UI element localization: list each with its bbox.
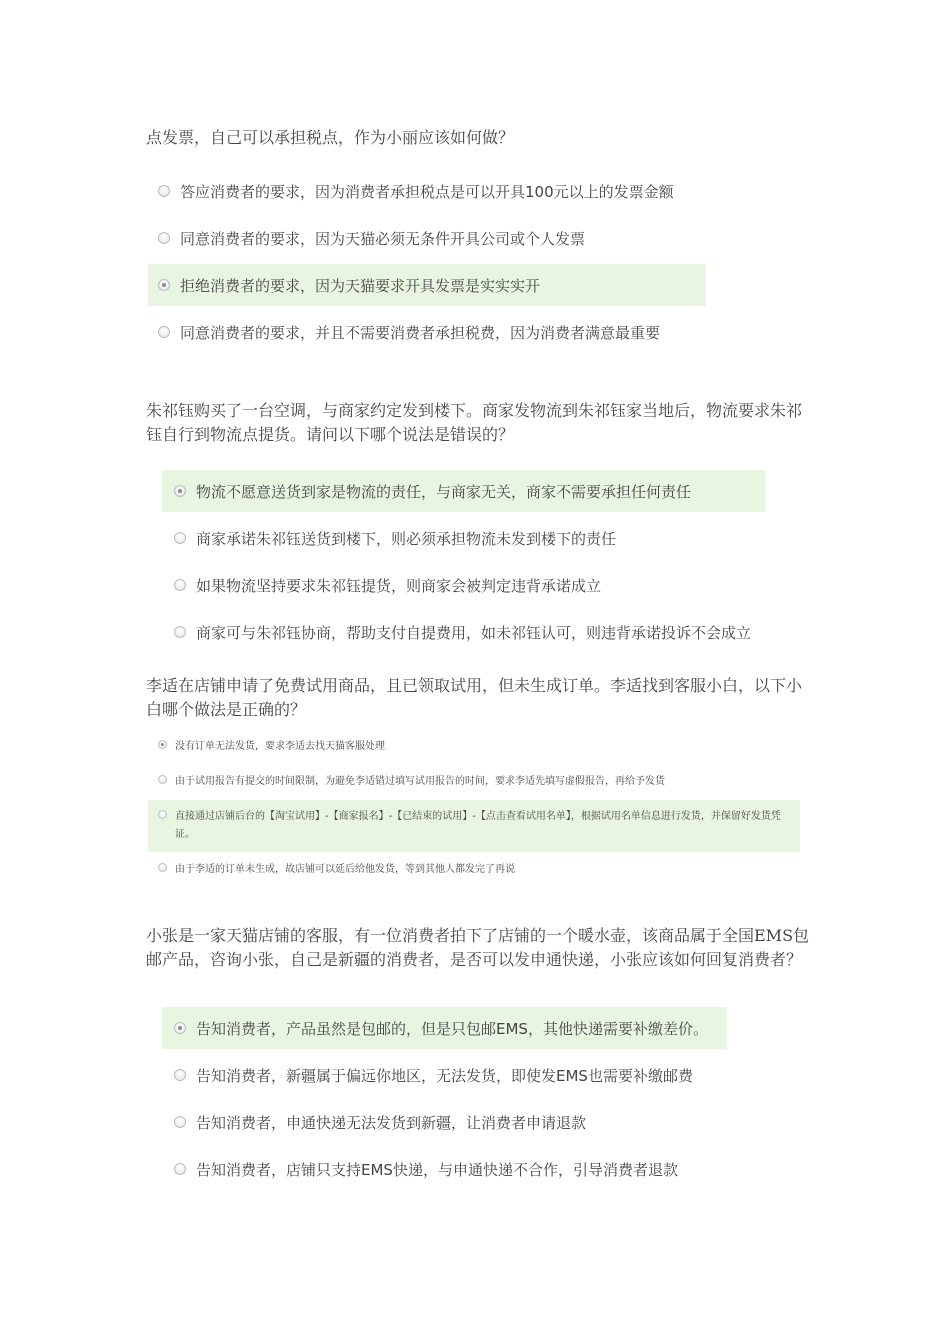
radio-selected-icon[interactable] — [174, 1022, 186, 1034]
question-3-option-3[interactable] — [148, 800, 800, 852]
radio-icon[interactable] — [158, 232, 170, 244]
question-2-option-3[interactable] — [174, 564, 774, 606]
question-2-option-1[interactable] — [162, 470, 765, 512]
radio-icon[interactable] — [158, 810, 167, 819]
radio-icon[interactable] — [174, 626, 186, 638]
option-label: 由于试用报告有提交的时间限制，为避免李适错过填写试用报告的时间，要求李适先填写虚假报告，再给予发货 — [175, 776, 665, 787]
question-3-option-2[interactable] — [158, 773, 798, 791]
radio-icon[interactable] — [158, 185, 170, 197]
radio-icon[interactable] — [158, 740, 167, 749]
option-label: 告知消费者，新疆属于偏远你地区，无法发货，即使发EMS也需要补缴邮费 — [196, 1066, 693, 1085]
radio-icon[interactable] — [174, 1116, 186, 1128]
question-2-option-4[interactable] — [174, 611, 774, 653]
question-1-option-1[interactable] — [158, 170, 718, 212]
radio-selected-icon[interactable] — [158, 279, 170, 291]
question-1-option-2[interactable] — [158, 217, 718, 259]
option-label: 如果物流坚持要求朱祁钰提货，则商家会被判定违背承诺成立 — [196, 576, 602, 595]
question-3-option-1[interactable] — [158, 738, 798, 756]
option-label: 同意消费者的要求，因为天猫必须无条件开具公司或个人发票 — [180, 229, 586, 248]
question-2-text: 朱祁钰购买了一台空调，与商家约定发到楼下。商家发物流到朱祁钰家当地后，物流要求朱祁钰自行到物流点提货。请问以下哪个说法是错误的？ — [146, 401, 803, 444]
option-label: 商家可与朱祁钰协商，帮助支付自提费用，如未祁钰认可，则违背承诺投诉不会成立 — [196, 623, 752, 642]
option-label: 答应消费者的要求，因为消费者承担税点是可以开具100元以上的发票金额 — [180, 182, 674, 201]
option-label: 物流不愿意送货到家是物流的责任，与商家无关，商家不需要承担任何责任 — [196, 482, 692, 501]
option-label: 商家承诺朱祁钰送货到楼下，则必须承担物流未发到楼下的责任 — [196, 529, 617, 548]
radio-icon[interactable] — [158, 863, 167, 872]
radio-icon[interactable] — [158, 775, 167, 784]
radio-icon[interactable] — [174, 532, 186, 544]
option-label: 告知消费者，产品虽然是包邮的，但是只包邮EMS，其他快递需要补缴差价。 — [196, 1019, 708, 1038]
radio-icon[interactable] — [174, 1069, 186, 1081]
question-4-option-1[interactable] — [162, 1007, 727, 1049]
radio-icon[interactable] — [174, 579, 186, 591]
radio-icon[interactable] — [174, 1163, 186, 1175]
question-3-option-4[interactable] — [158, 861, 798, 879]
question-4-option-4[interactable] — [174, 1148, 734, 1190]
option-label: 告知消费者，店铺只支持EMS快递，与申通快递不合作，引导消费者退款 — [196, 1160, 678, 1179]
option-label: 由于李适的订单未生成，故店铺可以延后给他发货，等到其他人都发完了再说 — [175, 864, 515, 875]
question-3-text: 李适在店铺申请了免费试用商品，且已领取试用，但未生成订单。李适找到客服小白，以下小白哪个做法是正确的？ — [146, 676, 803, 719]
option-label: 告知消费者，申通快递无法发货到新疆，让消费者申请退款 — [196, 1113, 587, 1132]
question-2-option-2[interactable] — [174, 517, 774, 559]
question-4-text: 小张是一家天猫店铺的客服，有一位消费者拍下了店铺的一个暖水壶，该商品属于全国EMS包邮产品，咨询小张，自己是新疆的消费者，是否可以发申通快递，小张应该如何回复消费者？ — [146, 926, 810, 969]
radio-icon[interactable] — [158, 326, 170, 338]
option-label: 没有订单无法发货，要求李适去找天猫客服处理 — [175, 741, 385, 752]
question-4-option-3[interactable] — [174, 1101, 734, 1143]
radio-selected-icon[interactable] — [174, 485, 186, 497]
option-label: 同意消费者的要求，并且不需要消费者承担税费，因为消费者满意最重要 — [180, 323, 661, 342]
question-1-text: 点发票，自己可以承担税点，作为小丽应该如何做？ — [146, 128, 515, 147]
question-4-option-2[interactable] — [174, 1054, 734, 1096]
question-1-option-4[interactable] — [158, 311, 718, 353]
option-label: 拒绝消费者的要求，因为天猫要求开具发票是实实实开 — [180, 276, 541, 295]
option-label: 直接通过店铺后台的【淘宝试用】-【商家报名】-【已结束的试用】-【点击查看试用名单】，根据试用名单信息进行发货，并保留好发货凭证。 — [175, 811, 781, 840]
question-1-option-3[interactable] — [148, 264, 706, 306]
